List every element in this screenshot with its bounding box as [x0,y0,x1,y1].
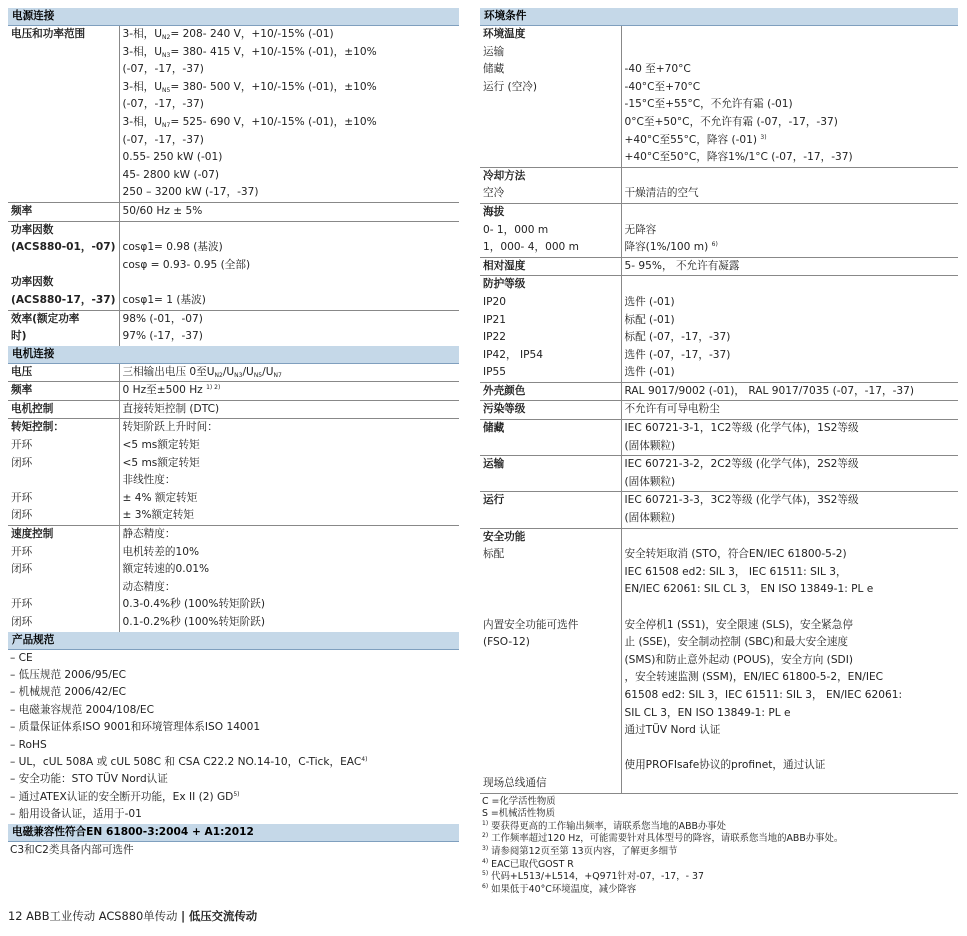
subscript: N3 [162,51,171,59]
torque-value: 转矩阶跃上升时间： [122,421,218,434]
safety-std-line: EN/IEC 62061: SIL CL 3， EN ISO 13849-1: PL e [624,583,874,596]
temp-value: +40°C至55°C，降容 (-01) $^{3)}$ [624,133,767,146]
safety-key [483,687,621,705]
ip-key: IP22 [483,331,506,344]
safety-label: 安全功能 [483,530,526,543]
speed-value: 0.1-0.2%秒 (100%转矩阶跃) [122,616,265,628]
footnote-number: 6) [482,882,489,890]
range-values [119,26,459,202]
ip-key: IP55 [483,366,506,379]
motor-freq-text: 0 Hz至±500 Hz [122,384,203,397]
color-value: RAL 9017/9002 (-01)， RAL 9017/7035 (-07，-17，-37) [621,382,958,401]
altitude-label: 海拔 [483,205,505,218]
footnote: $^{3)}$ 请参阅第12页至第 13页内容，了解更多细节 [482,844,678,857]
section-power-header: 电源连接 [8,8,459,26]
speed-key: 闭环 [11,563,33,576]
range-line: 3-相，$U_{N2}= 208-$ 240 V，+10/-15% (-01) [122,28,334,41]
power-table [8,26,459,346]
altitude-keys [480,203,621,257]
spacer [625,26,959,44]
eff-label-line: 效率(额定功率 [11,312,80,325]
cooling-label: 冷却方法 [483,169,526,182]
standard-item: – 电磁兼容规范 2004/108/EC [10,703,155,716]
subscript: N7 [273,371,282,379]
footnote-number: 2) [482,832,489,840]
table-row [480,276,958,383]
motor-control-label: 电机控制 [8,400,119,419]
section-emc-header: 电磁兼容性符合EN 61800-3:2004 + A1:2012 [8,824,459,842]
standard-item: – UL，cUL 508A 或 cUL 508C 和 CSA C22.2 NO.14-10，C-Tick，EAC$^{4)}$ [10,756,368,769]
ip-value: 标配 (-07，-17，-37) [624,331,731,344]
pf-label-line: 功率因数 [11,223,54,236]
footnote-number: 4) [482,857,489,865]
footnote-ref: 3) [760,133,767,141]
table-row [8,364,459,382]
table-row [480,528,958,793]
section-motor-header: 电机连接 [8,346,459,364]
safety-key [483,669,621,687]
temp-value: -40°C至+70°C [624,80,701,93]
eff-label [8,310,119,346]
emc-text: C3和C2类具备内部可选件 [10,843,134,856]
range-line: 45- 2800 kW (-07) [122,168,220,181]
footnotes [480,796,958,897]
spacer [625,740,959,758]
safety-key: 标配 [483,548,505,561]
table-row [8,221,459,274]
temp-value: +40°C至50°C，降容1%/1°C (-07，-17，-37) [624,151,853,164]
cooling-keys [480,167,621,203]
temp-key [483,132,621,150]
speed-value: 额定转速的0.01% [122,563,210,576]
range-line: 3-相，$U_{N7}= 525-$ 690 V，+10/-15% (-01)，±10% [122,115,377,129]
humidity-label: 相对湿度 [480,257,621,276]
ip-keys [480,276,621,383]
transport-values [621,456,958,492]
table-row [8,310,459,346]
pollution-label: 污染等级 [480,401,621,420]
freq-label: 频率 [8,202,119,221]
standard-item: – 质量保证体系ISO 9001和环境管理体系ISO 14001 [10,721,261,734]
pf17-value-line: cosφ1= 1 (基波) [122,293,206,306]
pf-label-line: (ACS880-01，-07) [11,241,116,254]
footnote-ref: 6) [711,241,718,249]
pf-value-line: cosφ = 0.93- 0.95 (全部) [122,258,251,271]
torque-key: 开环 [11,491,33,504]
footnote-number: 1) [482,819,489,827]
temp-key [483,96,621,114]
speed-key: 开环 [11,598,33,611]
safety-key [483,757,621,775]
subscript: N7 [162,121,171,129]
emc-text-block [8,842,459,859]
footer-title: ABB工业传动 ACS880单传动 [26,909,178,923]
temp-key: 运行 (空冷) [483,80,538,93]
standards-list [8,650,459,824]
storage-label: 储藏 [480,420,621,456]
motor-voltage-value: 三相输出电压 0至$U_{N2}/U_{N3}/U_{N5}/U_{N7}$ [119,364,459,382]
pf17-label-line: 功率因数 [11,276,54,289]
range-line: 0.55- 250 kW (-01) [122,151,223,164]
fieldbus-value: 使用PROFIsafe协议的profinet，通过认证 [624,759,826,772]
safety-key [483,599,621,617]
torque-value: 非线性度： [122,474,176,487]
torque-keys [8,419,119,526]
spacer [625,204,959,222]
temp-keys [480,26,621,167]
pf-value-line: cosφ1= 0.98 (基波) [122,241,223,254]
standard-item: – 安全功能：STO TÜV Nord认证 [10,773,168,786]
pf17-value [119,274,459,310]
standard-item: – 低压规范 2006/95/EC [10,669,127,681]
torque-value: ± 3%额定转矩 [122,509,194,522]
safety-std-line: 安全转矩取消 (STO，符合EN/IEC 61800-5-2) [624,548,847,561]
env-table [480,26,958,794]
freq-value: 50/60 Hz ± 5% [119,202,459,221]
table-row [480,401,958,420]
motor-table [8,364,459,632]
safety-key [483,652,621,670]
torque-key: 闭环 [11,509,33,522]
torque-key: 转矩控制： [11,421,64,434]
transport-line: IEC 60721-3-2，2C2等级 (化学气体)，2S2等级 [624,458,859,471]
subscript: N5 [253,371,263,379]
table-row [8,274,459,310]
spacer [625,599,959,617]
altitude-values [621,203,958,257]
footnote: $^{4)}$ EAC已取代GOST R [482,857,574,870]
transport-line: (固体颗粒) [624,475,676,488]
range-line: (-07，-17，-37) [122,133,204,146]
operation-values [621,492,958,528]
speed-key: 闭环 [11,616,33,628]
subscript: N2 [162,34,171,41]
torque-value: ± 4% 额定转矩 [122,491,198,504]
pf-label [8,221,119,274]
ip-value: 选件 (-01) [624,366,675,379]
operation-line: IEC 60721-3-3，3C2等级 (化学气体)，3S2等级 [624,494,859,507]
table-row [480,167,958,203]
footnote: C =化学活性物质 [482,795,556,807]
eff-label-line: 时) [11,330,27,343]
safety-key: 现场总线通信 [483,776,547,789]
ip-value: 选件 (-01) [624,295,675,308]
speed-value: 电机转差的10% [122,545,200,558]
pf-value [119,221,459,274]
table-row [8,400,459,419]
torque-value: <5 ms额定转矩 [122,439,200,452]
temp-key: 储藏 [483,63,505,76]
standard-item: – 机械规范 2006/42/EC [10,686,127,699]
storage-values [621,420,958,456]
ip-value: 选件 (-07，-17，-37) [624,348,731,361]
safety-std-line: IEC 61508 ed2: SIL 3， IEC 61511: SIL 3， [624,565,847,578]
temp-key: 运输 [483,45,505,58]
footnote-number: 5) [482,870,489,878]
safety-values [621,528,958,793]
altitude-value: 无降容 [624,223,657,236]
torque-value: <5 ms额定转矩 [122,456,200,469]
motor-freq-note: 1) 2) [206,384,221,392]
speed-key: 速度控制 [11,528,54,541]
temp-values [621,26,958,167]
pf17-label-line: (ACS880-17，-37) [11,293,116,306]
motor-control-value: 直接转矩控制 (DTC) [119,400,459,419]
speed-value: 0.3-0.4%秒 (100%转矩阶跃) [122,598,265,611]
safety-opt-line: 安全停机1 (SS1)，安全限速 (SLS)，安全紧急停 [624,618,853,631]
table-row [8,382,459,401]
ip-label: 防护等级 [483,278,526,291]
page-footer [8,908,257,924]
eff-value [119,310,459,346]
spacer [625,276,959,294]
page-number: 12 [8,909,23,923]
torque-key: 开环 [11,439,33,452]
ip-key: IP21 [483,313,506,326]
motor-freq-label: 频率 [8,382,119,401]
cooling-key: 空冷 [483,187,505,200]
motor-freq-value [119,382,459,401]
footer-subtitle: 低压交流传动 [188,909,258,923]
torque-key [11,472,119,490]
pf17-label [8,274,119,310]
standard-item: – CE [10,651,33,664]
footnote-ref: 5) [233,790,240,798]
section-standards-header: 产品规范 [8,632,459,650]
safety-key [483,722,621,740]
altitude-key: 0- 1，000 m [483,223,549,236]
transport-label: 运输 [480,456,621,492]
cooling-value: 干燥清洁的空气 [624,187,699,200]
torque-values [119,419,459,526]
table-row [480,26,958,167]
temp-key [483,114,621,132]
spacer [625,529,959,547]
safety-opt-line: 通过TÜV Nord 认证 [624,724,721,737]
eff-value-line: 98% (-01，-07) [122,312,203,325]
footnote: $^{1)}$ 要获得更高的工作输出频率，请联系您当地的ABB办事处 [482,819,727,832]
range-line: (-07，-17，-37) [122,63,204,76]
color-label: 外壳颜色 [480,382,621,401]
speed-values [119,526,459,632]
humidity-value: 5- 95%， 不允许有凝露 [621,257,958,276]
table-row [480,382,958,401]
standard-item: – 通过ATEX认证的安全断开功能，Ex II (2) GD$^{5)}$ [10,790,240,803]
right-column [480,8,958,896]
left-column [8,8,459,859]
ip-key: IP42， IP54 [483,348,543,361]
temp-key [483,149,621,167]
speed-value: 静态精度： [122,528,176,541]
range-line: 250 – 3200 kW (-17，-37) [122,186,259,199]
torque-key: 闭环 [11,456,33,469]
safety-opt-line: (SMS)和防止意外起动 (POUS)，安全方向 (SDI) [624,653,853,666]
operation-line: (固体颗粒) [624,512,676,525]
footnote: $^{6)}$ 如果低于40°C环境温度，减少降容 [482,882,637,895]
speed-keys [8,526,119,632]
range-line: 3-相，$U_{N5}= 380-$ 500 V，+10/-15% (-01)，±10% [122,80,377,94]
storage-line: IEC 60721-3-1，1C2等级 (化学气体)，1S2等级 [624,422,859,435]
temp-value: 0°C至+50°C，不允许有霜 (-07，-17，-37) [624,115,838,128]
table-row [480,456,958,492]
range-label: 电压和功率范围 [8,26,119,202]
footer-separator: | [181,909,186,923]
safety-key: 内置安全功能可选件 [483,618,579,631]
cooling-values [621,167,958,203]
table-row [480,492,958,528]
range-line: (-07，-17，-37) [122,98,204,111]
footnote: $^{5)}$ 代码+L513/+L514，+Q971针对-07，-17，- 37 [482,870,704,883]
operation-label: 运行 [480,492,621,528]
table-row [480,257,958,276]
safety-key [483,740,621,758]
pollution-value: 不允许有可导电粉尘 [621,401,958,420]
footnote: $^{2)}$ 工作频率超过120 Hz，可能需要针对具体型号的降容，请联系您当地的ABB办事处。 [482,832,844,845]
table-row [480,420,958,456]
temp-value: -40 至+70°C [624,63,691,76]
safety-opt-line: 止 (SSE)，安全制动控制 (SBC)和最大安全速度 [624,636,849,649]
standard-item: – RoHS [10,738,47,751]
subscript: N3 [234,371,243,379]
table-row [8,419,459,526]
range-line: 3-相，$U_{N3}= 380-$ 415 V，+10/-15% (-01)，±10% [122,45,377,59]
subscript: N2 [214,371,223,379]
table-row [8,526,459,632]
standard-item: – 船用设备认证，适用于-01 [10,808,142,821]
altitude-value: 降容(1%/100 m) $^{6)}$ [624,241,718,254]
ip-key: IP20 [483,295,506,308]
table-row [480,203,958,257]
eff-value-line: 97% (-17，-37) [122,330,203,343]
ip-value: 标配 (-01) [624,313,675,326]
safety-opt-line: SIL CL 3，EN ISO 13849-1: PL e [624,706,791,719]
subscript: N5 [162,86,171,94]
temp-value [625,44,959,62]
safety-key [483,705,621,723]
speed-value: 动态精度： [122,580,176,593]
speed-key: 开环 [11,545,33,558]
section-env-header: 环境条件 [480,8,958,26]
safety-key [483,581,621,599]
safety-keys [480,528,621,793]
footnote: S =机械活性物质 [482,808,556,820]
safety-key: (FSO-12) [483,636,530,649]
temp-label: 环境温度 [483,28,526,40]
safety-opt-line: 61508 ed2: SIL 3，IEC 61511: SIL 3， EN/IEC 62061: [624,688,903,701]
storage-line: (固体颗粒) [624,439,676,452]
table-row [8,26,459,202]
altitude-key: 1，000- 4，000 m [483,241,579,254]
footnote-ref: 4) [361,756,368,764]
safety-key [483,564,621,582]
speed-key [11,579,119,597]
footnote-number: 3) [482,844,489,852]
safety-opt-line: ，安全转速监测 (SSM)，EN/IEC 61800-5-2，EN/IEC [624,671,884,684]
ip-values [621,276,958,383]
motor-voltage-label: 电压 [8,364,119,382]
temp-value: -15°C至+55°C，不允许有霜 (-01) [624,98,793,111]
table-row [8,202,459,221]
